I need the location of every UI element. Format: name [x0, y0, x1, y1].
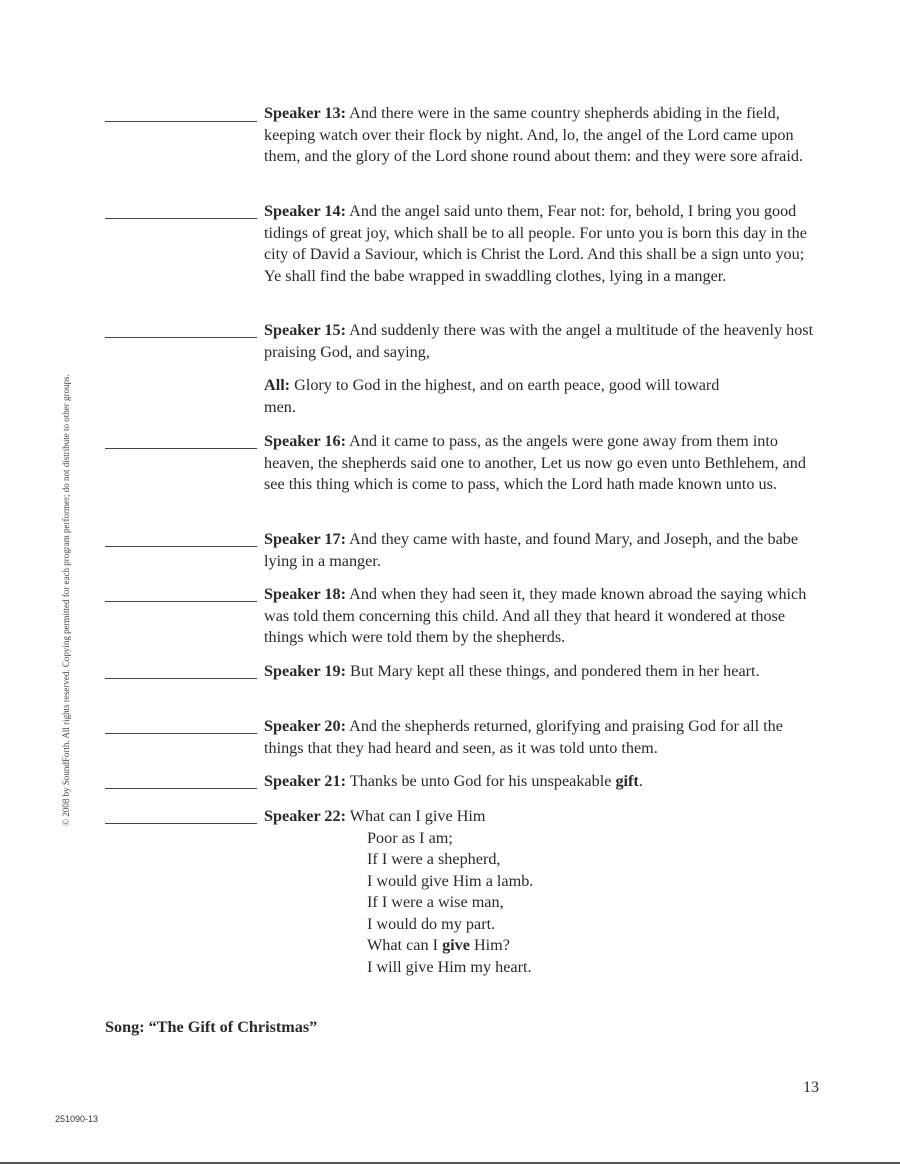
copyright-notice: © 2008 by SoundForth. All rights reserved. Copying permitted for each program performer; do not distribute to other groups. — [61, 374, 71, 826]
poem-line: If I were a shepherd, — [367, 850, 501, 868]
name-blank-15[interactable] — [105, 337, 257, 338]
speaker-label: Speaker 17: — [264, 530, 346, 548]
speaker-label: Speaker 14: — [264, 202, 346, 220]
speaker-label: Speaker 22: — [264, 807, 346, 825]
name-blank-20[interactable] — [105, 733, 257, 734]
speaker-label: Speaker 16: — [264, 432, 346, 450]
name-blank-16[interactable] — [105, 448, 257, 449]
speaker-17-line: Speaker 17: And they came with haste, and found Mary, and Joseph, and the babe lying in a manger. — [264, 530, 799, 570]
speaker-label: Speaker 15: — [264, 321, 346, 339]
name-blank-18[interactable] — [105, 601, 257, 602]
speaker-label: Speaker 13: — [264, 104, 346, 122]
product-code: 251090-13 — [55, 1114, 99, 1124]
speaker-20-line: Speaker 20: And the shepherds returned, glorifying and praising God for all the things that they had heard and seen, as it was told unto them. — [264, 717, 783, 757]
name-blank-21[interactable] — [105, 788, 257, 789]
poem-line: If I were a wise man, — [367, 893, 504, 911]
name-blank-14[interactable] — [105, 218, 257, 219]
name-blank-19[interactable] — [105, 678, 257, 679]
speaker-label: Speaker 18: — [264, 585, 346, 603]
page-number: 13 — [803, 1079, 819, 1096]
speaker-16-line: Speaker 16: And it came to pass, as the angels were gone away from them into heaven, the shepherds said one to another, Let us now go even unto Bethlehem, and see this thing which is come to pass, which the Lord hath made known unto us. — [264, 432, 806, 493]
poem-line: What can I give Him? — [367, 936, 510, 954]
speaker-label: All: — [264, 376, 291, 394]
poem-line: Poor as I am; — [367, 828, 453, 847]
speaker-22-poem: Speaker 22: What can I give Him Poor as I am; If I were a shepherd, I would give Him a lamb. If I were a wise man, I would do my part. What can I give Him? I will give Him my heart. — [264, 806, 824, 978]
all-line: All: Glory to God in the highest, and on earth peace, good will toward men. — [264, 376, 720, 416]
poem-line: I would give Him a lamb. — [367, 871, 534, 890]
speaker-19-line: Speaker 19: But Mary kept all these things, and pondered them in her heart. — [264, 662, 760, 680]
speaker-21-line: Speaker 21: Thanks be unto God for his unspeakable gift. — [264, 772, 643, 790]
speaker-14-line: Speaker 14: And the angel said unto them, Fear not: for, behold, I bring you good tidings of great joy, which shall be to all people. For unto you is born this day in the city of David a Saviour, which is Christ the Lord. And this shall be a sign unto you; Ye shall find the babe wrapped in swaddling clothes, lying in a manger. — [264, 202, 807, 285]
speaker-15-line: Speaker 15: And suddenly there was with the angel a multitude of the heavenly host praising God, and saying, — [264, 321, 814, 361]
name-blank-17[interactable] — [105, 546, 257, 547]
speaker-13-line: Speaker 13: And there were in the same country shepherds abiding in the field, keeping watch over their flock by night. And, lo, the angel of the Lord came upon them, and the glory of the Lord shone round about them: and they were sore afraid. — [264, 104, 803, 165]
poem-line: I would do my part. — [367, 914, 496, 933]
speaker-label: Speaker 21: — [264, 772, 346, 790]
song-title: Song: “The Gift of Christmas” — [105, 1018, 318, 1036]
name-blank-13[interactable] — [105, 121, 257, 122]
speaker-label: Speaker 20: — [264, 717, 346, 735]
speaker-18-line: Speaker 18: And when they had seen it, they made known abroad the saying which was told them concerning this child. And all they that heard it wondered at those things which were told them by the shepherds. — [264, 585, 807, 646]
name-blank-22[interactable] — [105, 823, 257, 824]
speaker-label: Speaker 19: — [264, 662, 346, 680]
poem-line: I will give Him my heart. — [367, 957, 532, 976]
